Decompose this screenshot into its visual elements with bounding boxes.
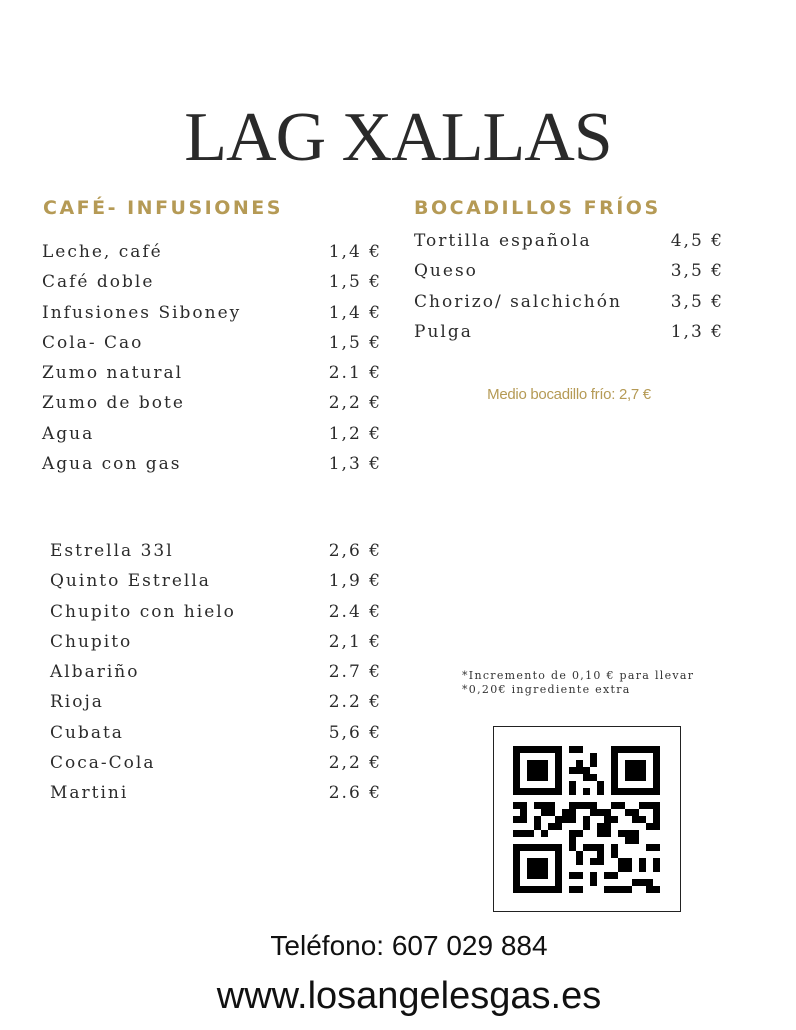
item-price: 3,5 € — [670, 261, 724, 282]
item-name: Rioja — [50, 692, 104, 713]
menu-item — [50, 597, 382, 627]
item-name: Café doble — [42, 272, 155, 293]
menu-item — [42, 419, 382, 449]
item-name: Agua con gas — [42, 454, 182, 475]
item-price: 2,6 € — [328, 541, 382, 561]
item-price: 5,6 € — [328, 722, 382, 743]
item-price: 2,2 € — [328, 393, 382, 414]
item-price: 1,4 € — [328, 242, 382, 262]
item-price: 1,5 € — [328, 272, 382, 293]
item-price: 1,9 € — [328, 571, 382, 592]
menu-item — [414, 317, 724, 347]
qr-code-icon — [513, 746, 660, 893]
menu-item — [42, 298, 382, 328]
menu-item — [50, 748, 382, 778]
item-price: 2.2 € — [328, 692, 382, 713]
item-name: Zumo de bote — [42, 393, 185, 414]
item-price: 2,2 € — [328, 753, 382, 774]
item-name: Chorizo/ salchichón — [414, 291, 622, 312]
item-price: 1,3 € — [670, 321, 724, 342]
item-name: Cubata — [50, 722, 124, 743]
footnotes — [462, 669, 694, 697]
item-name: Infusiones Siboney — [42, 302, 242, 323]
item-name: Coca-Cola — [50, 753, 156, 774]
page-title: LAG XALLAS — [184, 99, 612, 176]
bocadillos-section-heading: BOCADILLOS FRÍOS — [414, 197, 661, 219]
phone-number: Teléfono: 607 029 884 — [270, 930, 548, 961]
item-price: 3,5 € — [670, 291, 724, 312]
item-name: Albariño — [50, 662, 140, 683]
item-name: Pulga — [414, 321, 473, 342]
item-name: Zumo natural — [42, 363, 184, 384]
website-link[interactable]: www.losangelesgas.es — [216, 975, 602, 1017]
item-price: 2.7 € — [328, 662, 382, 683]
menu-item — [50, 536, 382, 566]
item-name: Cola- Cao — [42, 332, 144, 353]
menu-item — [50, 566, 382, 596]
item-name: Agua — [42, 423, 95, 444]
item-name: Chupito con hielo — [50, 601, 236, 622]
menu-item — [42, 328, 382, 358]
item-name: Queso — [414, 261, 478, 282]
half-sandwich-note: Medio bocadillo frío: 2,7 € — [487, 386, 651, 403]
item-price: 1,2 € — [328, 423, 382, 444]
menu-item — [42, 388, 382, 418]
item-price: 2.4 € — [328, 601, 382, 622]
menu-item — [42, 237, 382, 267]
drinks-list — [50, 536, 382, 809]
item-name: Leche, café — [42, 242, 163, 262]
item-price: 4,5 € — [670, 231, 724, 251]
menu-item — [50, 627, 382, 657]
item-name: Estrella 33l — [50, 541, 174, 561]
menu-item — [414, 226, 724, 256]
item-name: Tortilla española — [414, 231, 592, 251]
item-price: 1,5 € — [328, 332, 382, 353]
item-price: 2,1 € — [328, 631, 382, 652]
menu-item — [50, 778, 382, 808]
menu-item — [42, 267, 382, 297]
cafe-section-heading: CAFÉ- INFUSIONES — [43, 197, 283, 219]
menu-item — [42, 358, 382, 388]
item-name: Quinto Estrella — [50, 571, 211, 592]
menu-item — [50, 687, 382, 717]
qr-code[interactable] — [493, 726, 681, 912]
item-price: 2.1 € — [328, 363, 382, 384]
bocadillos-list — [414, 226, 724, 347]
item-name: Martini — [50, 783, 129, 804]
item-price: 1,3 € — [328, 454, 382, 475]
takeaway-footnote: *Incremento de 0,10 € para llevar — [462, 669, 695, 682]
menu-item — [50, 718, 382, 748]
menu-item — [50, 657, 382, 687]
item-price: 1,4 € — [328, 302, 382, 323]
menu-item — [414, 256, 724, 286]
extra-ingredient-footnote: *0,20€ ingrediente extra — [462, 683, 631, 696]
cafe-list — [42, 237, 382, 479]
item-price: 2.6 € — [328, 783, 382, 804]
item-name: Chupito — [50, 631, 133, 652]
menu-item — [42, 449, 382, 479]
menu-item — [414, 287, 724, 317]
